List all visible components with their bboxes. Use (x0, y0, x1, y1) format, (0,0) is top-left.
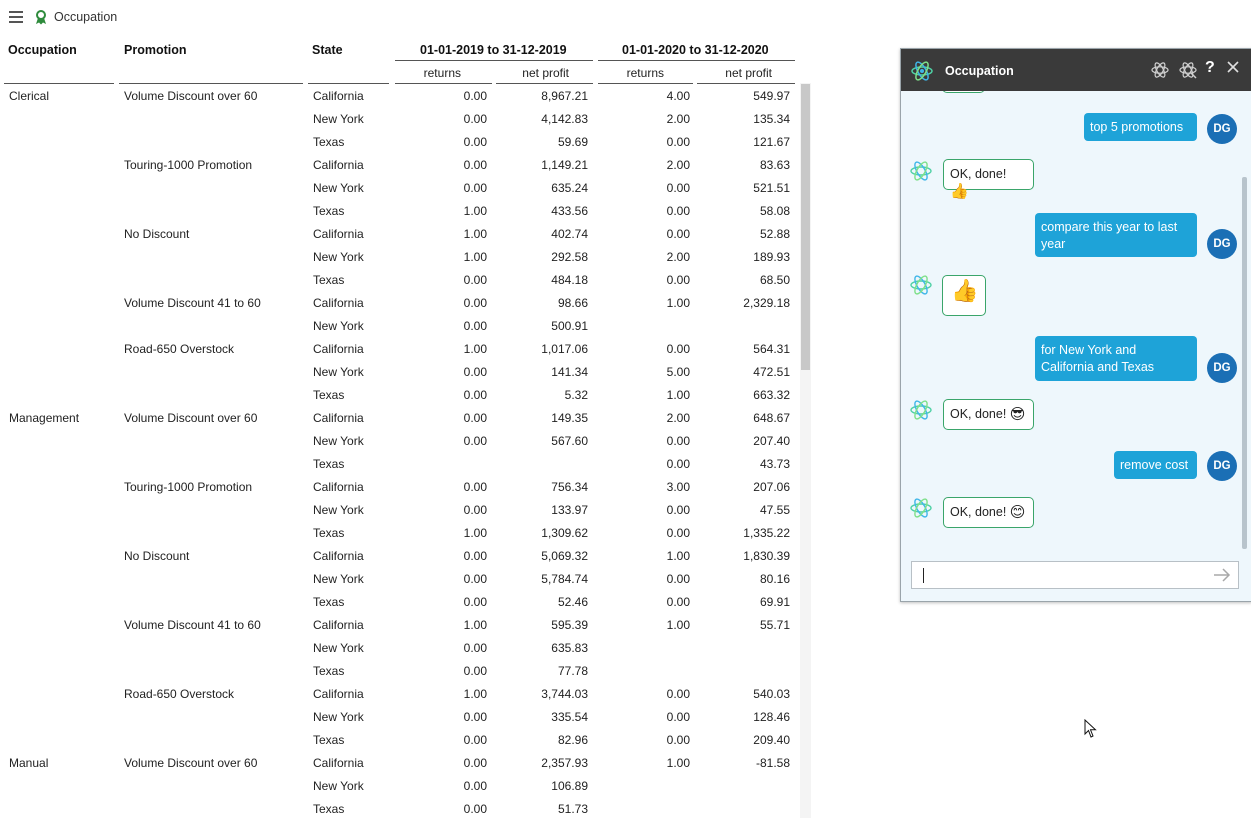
returns-2020-cell: 2.00 (666, 411, 690, 425)
net-profit-2020-cell: 648.67 (753, 411, 790, 425)
bot-atom-icon (910, 160, 932, 182)
state-cell: California (313, 227, 364, 241)
subheader-net-profit-2019[interactable]: net profit (522, 66, 569, 80)
net-profit-2020-cell: -81.58 (755, 756, 790, 770)
net-profit-2019-cell: 59.69 (557, 135, 588, 149)
net-profit-2020-cell: 55.71 (759, 618, 790, 632)
net-profit-2020-cell: 521.51 (753, 181, 790, 195)
net-profit-2019-cell: 4,142.83 (541, 112, 588, 126)
state-cell: Texas (313, 457, 345, 471)
net-profit-2019-cell: 5,069.32 (541, 549, 588, 563)
returns-2019-cell: 0.00 (463, 802, 487, 816)
net-profit-2020-cell: 207.06 (753, 480, 790, 494)
net-profit-2019-cell: 292.58 (551, 250, 588, 264)
state-cell: New York (313, 572, 364, 586)
returns-2019-cell: 0.00 (463, 158, 487, 172)
promotion-cell: No Discount (124, 227, 190, 241)
promotion-cell: Volume Discount over 60 (124, 411, 258, 425)
divider (308, 83, 389, 84)
state-cell: California (313, 158, 364, 172)
returns-2020-cell: 0.00 (666, 710, 690, 724)
net-profit-2019-cell: 433.56 (551, 204, 588, 218)
returns-2020-cell: 5.00 (666, 365, 690, 379)
returns-2020-cell: 0.00 (666, 687, 690, 701)
net-profit-2020-cell: 80.16 (759, 572, 790, 586)
net-profit-2019-cell: 484.18 (551, 273, 588, 287)
returns-2020-cell: 0.00 (666, 457, 690, 471)
net-profit-2019-cell: 500.91 (551, 319, 588, 333)
returns-2019-cell: 0.00 (463, 411, 487, 425)
returns-2020-cell: 2.00 (666, 158, 690, 172)
net-profit-2019-cell: 635.24 (551, 181, 588, 195)
occupation-cell: Clerical (9, 89, 50, 103)
app-title: Occupation (54, 10, 118, 24)
header-period-2019[interactable]: 01-01-2019 to 31-12-2019 (420, 43, 567, 57)
state-cell: Texas (313, 388, 345, 402)
net-profit-2020-cell: 207.40 (753, 434, 790, 448)
chat-header (901, 49, 1251, 91)
net-profit-2019-cell: 3,744.03 (541, 687, 588, 701)
returns-2019-cell: 0.00 (463, 480, 487, 494)
net-profit-2019-cell: 52.46 (557, 595, 588, 609)
returns-2019-cell: 0.00 (463, 296, 487, 310)
divider (496, 83, 593, 84)
returns-2020-cell: 0.00 (666, 181, 690, 195)
returns-2019-cell: 1.00 (463, 250, 487, 264)
net-profit-2019-cell: 77.78 (557, 664, 588, 678)
state-cell: Texas (313, 204, 345, 218)
net-profit-2019-cell: 82.96 (557, 733, 588, 747)
returns-2019-cell: 0.00 (463, 756, 487, 770)
state-cell: New York (313, 365, 364, 379)
net-profit-2019-cell: 595.39 (551, 618, 588, 632)
returns-2019-cell: 0.00 (463, 112, 487, 126)
returns-2019-cell: 1.00 (463, 526, 487, 540)
mouse-cursor-icon (1084, 719, 1098, 739)
state-cell: Texas (313, 733, 345, 747)
net-profit-2019-cell: 402.74 (551, 227, 588, 241)
smile-icon: 😊 (1009, 504, 1026, 522)
returns-2020-cell: 0.00 (666, 595, 690, 609)
net-profit-2020-cell: 540.03 (753, 687, 790, 701)
state-cell: Texas (313, 802, 345, 816)
net-profit-2019-cell: 106.89 (551, 779, 588, 793)
returns-2019-cell: 0.00 (463, 503, 487, 517)
atom-settings-icon[interactable] (1151, 61, 1169, 79)
returns-2020-cell: 0.00 (666, 434, 690, 448)
returns-2019-cell: 1.00 (463, 204, 487, 218)
returns-2019-cell: 0.00 (463, 641, 487, 655)
chat-scrollbar-thumb[interactable] (1242, 177, 1247, 549)
promotion-cell: Road-650 Overstock (124, 342, 235, 356)
net-profit-2020-cell: 663.32 (753, 388, 790, 402)
state-cell: New York (313, 503, 364, 517)
state-cell: New York (313, 112, 364, 126)
promotion-cell: No Discount (124, 549, 190, 563)
net-profit-2019-cell: 567.60 (551, 434, 588, 448)
state-cell: California (313, 296, 364, 310)
returns-2019-cell: 1.00 (463, 227, 487, 241)
returns-2019-cell: 0.00 (463, 273, 487, 287)
net-profit-2019-cell: 149.35 (551, 411, 588, 425)
returns-2020-cell: 0.00 (666, 135, 690, 149)
bot-atom-icon (910, 399, 932, 421)
net-profit-2020-cell: 83.63 (759, 158, 790, 172)
help-icon[interactable]: ? (1205, 59, 1215, 76)
net-profit-2019-cell: 335.54 (551, 710, 588, 724)
subheader-returns-2020[interactable]: returns (626, 66, 664, 80)
returns-2019-cell: 0.00 (463, 733, 487, 747)
returns-2020-cell: 1.00 (666, 549, 690, 563)
returns-2020-cell: 0.00 (666, 526, 690, 540)
chat-messages (901, 91, 1251, 553)
net-profit-2019-cell: 1,149.21 (541, 158, 588, 172)
header-period-2020[interactable]: 01-01-2020 to 31-12-2020 (622, 43, 769, 57)
returns-2019-cell: 0.00 (463, 181, 487, 195)
returns-2020-cell: 1.00 (666, 618, 690, 632)
bot-message (943, 399, 1034, 430)
state-cell: New York (313, 779, 364, 793)
returns-2019-cell: 0.00 (463, 319, 487, 333)
atom-logo-icon (911, 60, 933, 82)
bot-message (942, 275, 986, 316)
returns-2020-cell: 1.00 (666, 756, 690, 770)
divider (598, 83, 693, 84)
net-profit-2020-cell: 135.34 (753, 112, 790, 126)
net-profit-2020-cell: 121.67 (753, 135, 790, 149)
header-state[interactable]: State (312, 43, 343, 57)
state-cell: Texas (313, 526, 345, 540)
user-avatar: DG (1207, 451, 1237, 481)
returns-2019-cell: 0.00 (463, 595, 487, 609)
returns-2020-cell: 0.00 (666, 273, 690, 287)
chat-input[interactable] (911, 561, 1239, 589)
state-cell: New York (313, 319, 364, 333)
close-icon[interactable] (1225, 59, 1241, 75)
returns-2020-cell: 0.00 (666, 204, 690, 218)
returns-2019-cell: 0.00 (463, 710, 487, 724)
divider (4, 83, 114, 84)
promotion-cell: Volume Discount over 60 (124, 756, 258, 770)
returns-2020-cell: 0.00 (666, 342, 690, 356)
header-occupation[interactable]: Occupation (8, 43, 77, 57)
returns-2019-cell: 1.00 (463, 687, 487, 701)
net-profit-2019-cell: 5,784.74 (541, 572, 588, 586)
user-avatar: DG (1207, 353, 1237, 383)
divider (395, 60, 593, 61)
thumbs-up-large-icon: 👍 (951, 278, 979, 304)
bot-message (943, 497, 1034, 528)
returns-2020-cell: 0.00 (666, 733, 690, 747)
returns-2019-cell: 0.00 (463, 572, 487, 586)
net-profit-2020-cell: 68.50 (759, 273, 790, 287)
returns-2020-cell: 2.00 (666, 112, 690, 126)
returns-2020-cell: 0.00 (666, 227, 690, 241)
thumbs-up-icon: 👍 (950, 183, 969, 201)
net-profit-2020-cell: 128.46 (753, 710, 790, 724)
bot-message-text: OK, done! (950, 407, 1007, 421)
promotion-cell: Volume Discount 41 to 60 (124, 296, 261, 310)
returns-2019-cell: 0.00 (463, 664, 487, 678)
user-message: top 5 promotions (1084, 113, 1197, 141)
net-profit-2020-cell: 472.51 (753, 365, 790, 379)
net-profit-2020-cell: 58.08 (759, 204, 790, 218)
header-promotion[interactable]: Promotion (124, 43, 187, 57)
net-profit-2020-cell: 209.40 (753, 733, 790, 747)
returns-2020-cell: 4.00 (666, 89, 690, 103)
promotion-cell: Touring-1000 Promotion (124, 480, 253, 494)
promotion-cell: Touring-1000 Promotion (124, 158, 253, 172)
chat-title: Occupation (945, 64, 1014, 78)
state-cell: California (313, 687, 364, 701)
net-profit-2019-cell: 8,967.21 (541, 89, 588, 103)
net-profit-2020-cell: 564.31 (753, 342, 790, 356)
bot-message (943, 159, 1034, 201)
chat-panel (900, 48, 1251, 602)
occupation-cell: Management (9, 411, 80, 425)
returns-2019-cell: 0.00 (463, 549, 487, 563)
state-cell: New York (313, 181, 364, 195)
returns-2020-cell: 1.00 (666, 388, 690, 402)
net-profit-2020-cell: 549.97 (753, 89, 790, 103)
net-profit-2019-cell: 141.34 (551, 365, 588, 379)
net-profit-2019-cell: 2,357.93 (541, 756, 588, 770)
divider (119, 83, 303, 84)
state-cell: Texas (313, 135, 345, 149)
state-cell: Texas (313, 595, 345, 609)
net-profit-2020-cell: 189.93 (753, 250, 790, 264)
state-cell: Texas (313, 664, 345, 678)
state-cell: New York (313, 250, 364, 264)
divider (697, 83, 795, 84)
user-message: compare this year to last year (1035, 213, 1197, 257)
net-profit-2020-cell: 1,335.22 (743, 526, 790, 540)
state-cell: California (313, 480, 364, 494)
state-cell: California (313, 618, 364, 632)
state-cell: New York (313, 434, 364, 448)
net-profit-2020-cell: 69.91 (759, 595, 790, 609)
bot-message-text: OK, done! (950, 505, 1007, 519)
net-profit-2019-cell: 635.83 (551, 641, 588, 655)
divider (395, 83, 492, 84)
promotion-cell: Road-650 Overstock (124, 687, 235, 701)
promotion-cell: Volume Discount over 60 (124, 89, 258, 103)
returns-2020-cell: 3.00 (666, 480, 690, 494)
net-profit-2019-cell: 98.66 (557, 296, 588, 310)
table-scrollbar-thumb[interactable] (801, 84, 810, 370)
atom-clear-icon[interactable] (1179, 61, 1197, 79)
promotion-cell: Volume Discount 41 to 60 (124, 618, 261, 632)
returns-2020-cell: 1.00 (666, 296, 690, 310)
state-cell: California (313, 411, 364, 425)
divider (598, 60, 795, 61)
send-arrow-icon[interactable] (1212, 567, 1232, 583)
bot-atom-icon (910, 274, 932, 296)
returns-2020-cell: 2.00 (666, 250, 690, 264)
net-profit-2020-cell: 1,830.39 (743, 549, 790, 563)
partial-bot-message (942, 91, 985, 93)
subheader-net-profit-2020[interactable]: net profit (725, 66, 772, 80)
returns-2019-cell: 0.00 (463, 135, 487, 149)
state-cell: Texas (313, 273, 345, 287)
text-caret (923, 568, 924, 583)
user-message: for New York and California and Texas (1035, 336, 1197, 381)
returns-2019-cell: 0.00 (463, 388, 487, 402)
returns-2019-cell: 1.00 (463, 342, 487, 356)
net-profit-2019-cell: 51.73 (557, 802, 588, 816)
bot-message-text: OK, done! (950, 167, 1007, 181)
user-avatar: DG (1207, 114, 1237, 144)
state-cell: California (313, 89, 364, 103)
net-profit-2019-cell: 756.34 (551, 480, 588, 494)
net-profit-2019-cell: 5.32 (564, 388, 588, 402)
state-cell: California (313, 342, 364, 356)
sunglasses-icon: 😎 (1009, 406, 1026, 424)
state-cell: California (313, 549, 364, 563)
net-profit-2020-cell: 52.88 (759, 227, 790, 241)
net-profit-2020-cell: 47.55 (759, 503, 790, 517)
net-profit-2019-cell: 133.97 (551, 503, 588, 517)
returns-2019-cell: 0.00 (463, 434, 487, 448)
state-cell: California (313, 756, 364, 770)
returns-2019-cell: 1.00 (463, 618, 487, 632)
user-avatar: DG (1207, 229, 1237, 259)
returns-2019-cell: 0.00 (463, 779, 487, 793)
subheader-returns-2019[interactable]: returns (423, 66, 461, 80)
returns-2019-cell: 0.00 (463, 89, 487, 103)
returns-2020-cell: 0.00 (666, 572, 690, 586)
state-cell: New York (313, 641, 364, 655)
state-cell: New York (313, 710, 364, 724)
user-message: remove cost (1114, 451, 1197, 479)
net-profit-2019-cell: 1,309.62 (541, 526, 588, 540)
occupation-cell: Manual (9, 756, 49, 770)
returns-2019-cell: 0.00 (463, 365, 487, 379)
returns-2020-cell: 0.00 (666, 503, 690, 517)
bot-atom-icon (910, 497, 932, 519)
net-profit-2020-cell: 43.73 (759, 457, 790, 471)
net-profit-2020-cell: 2,329.18 (743, 296, 790, 310)
net-profit-2019-cell: 1,017.06 (541, 342, 588, 356)
